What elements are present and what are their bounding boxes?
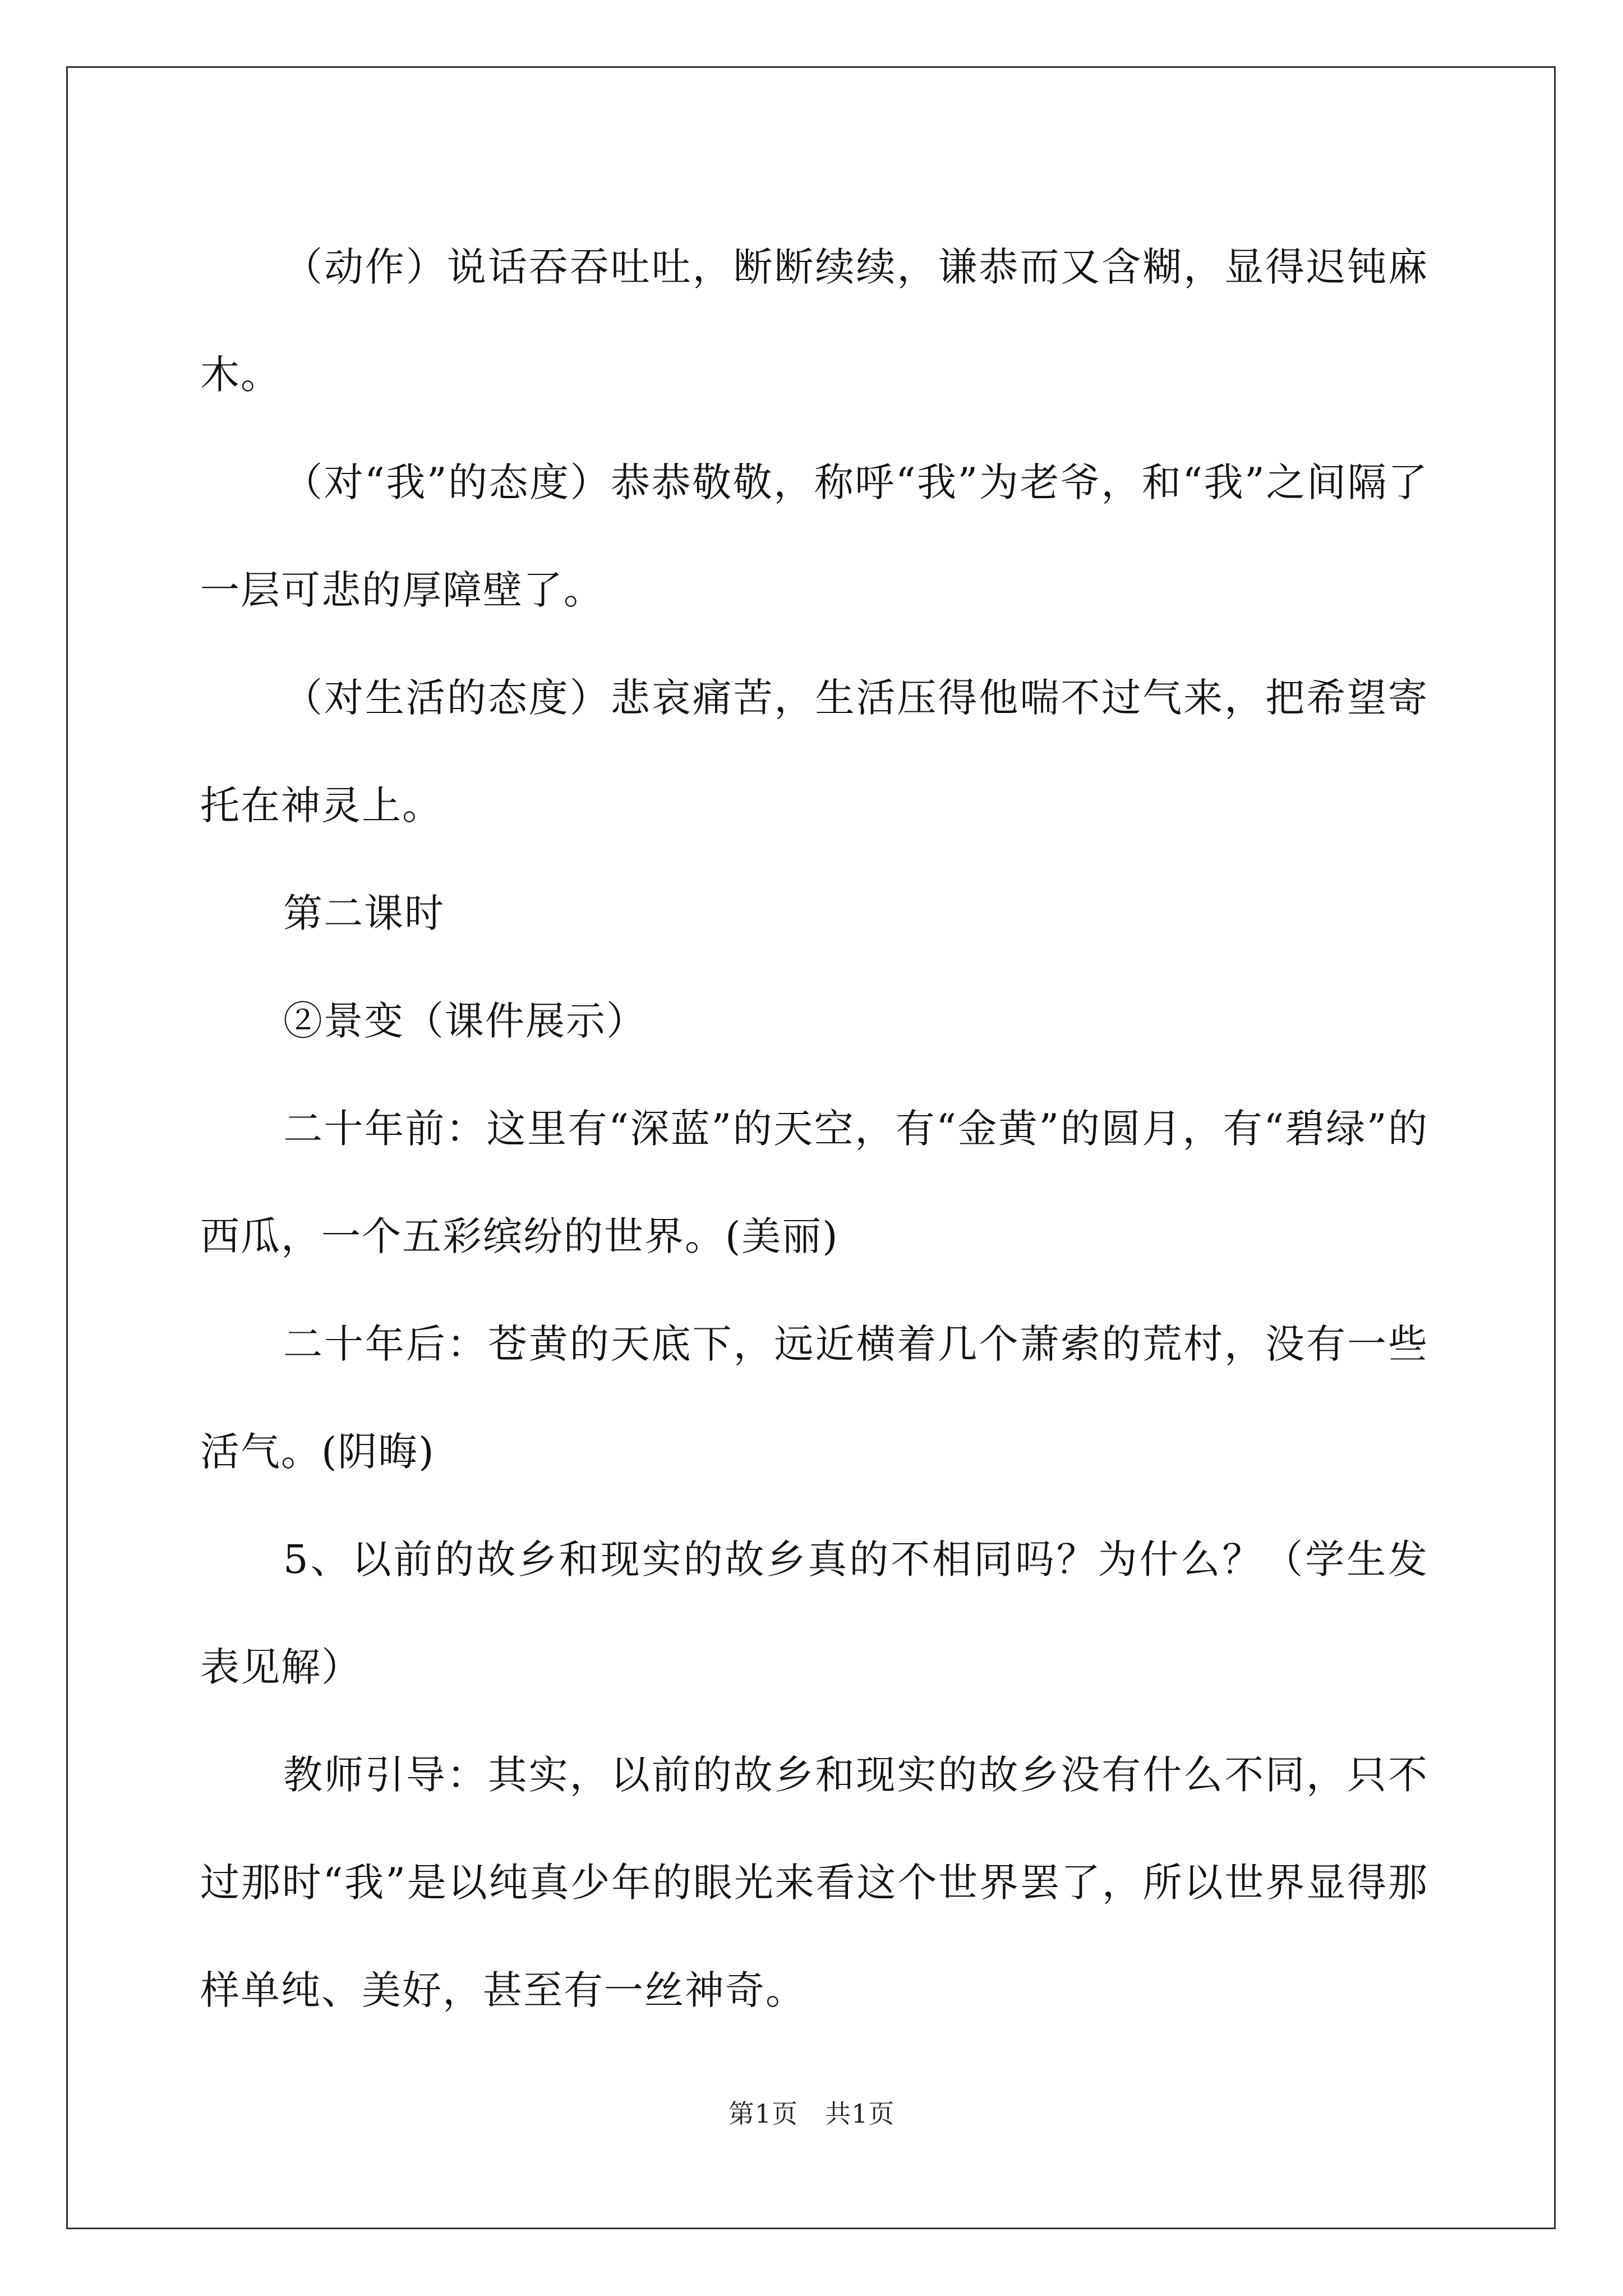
page-number: 第1页	[728, 2099, 798, 2129]
scene-change-heading: ②景变（课件展示）	[283, 998, 647, 1044]
paragraph-attitude-to-me: （对“我”的态度）恭恭敬敬，称呼“我”为老爷，和“我”之间隔了一层可悲的厚障壁了。	[200, 459, 1428, 613]
paragraph-question-5: 5、以前的故乡和现实的故乡真的不相同吗？为什么？（学生发表见解）	[200, 1536, 1428, 1690]
paragraph-twenty-years-later: 二十年后：苍黄的天底下，远近横着几个萧索的荒村，没有一些活气。(阴晦)	[200, 1321, 1428, 1475]
page-footer	[0, 2093, 1623, 2131]
paragraph-action: （动作）说话吞吞吐吐，断断续续，谦恭而又含糊，显得迟钝麻木。	[200, 244, 1428, 398]
paragraph-attitude-to-life: （对生活的态度）悲哀痛苦，生活压得他喘不过气来，把希望寄托在神灵上。	[200, 675, 1428, 829]
paragraph-twenty-years-ago: 二十年前：这里有“深蓝”的天空，有“金黄”的圆月，有“碧绿”的西瓜，一个五彩缤纷的世界。(美丽)	[200, 1106, 1428, 1259]
page-total: 共1页	[825, 2099, 895, 2129]
lesson-heading: 第二课时	[283, 890, 445, 936]
document-body	[200, 213, 1428, 2044]
paragraph-teacher-guidance: 教师引导：其实，以前的故乡和现实的故乡没有什么不同，只不过那时“我”是以纯真少年的眼光来看这个世界罢了，所以世界显得那样单纯、美好，甚至有一丝神奇。	[200, 1752, 1428, 2013]
